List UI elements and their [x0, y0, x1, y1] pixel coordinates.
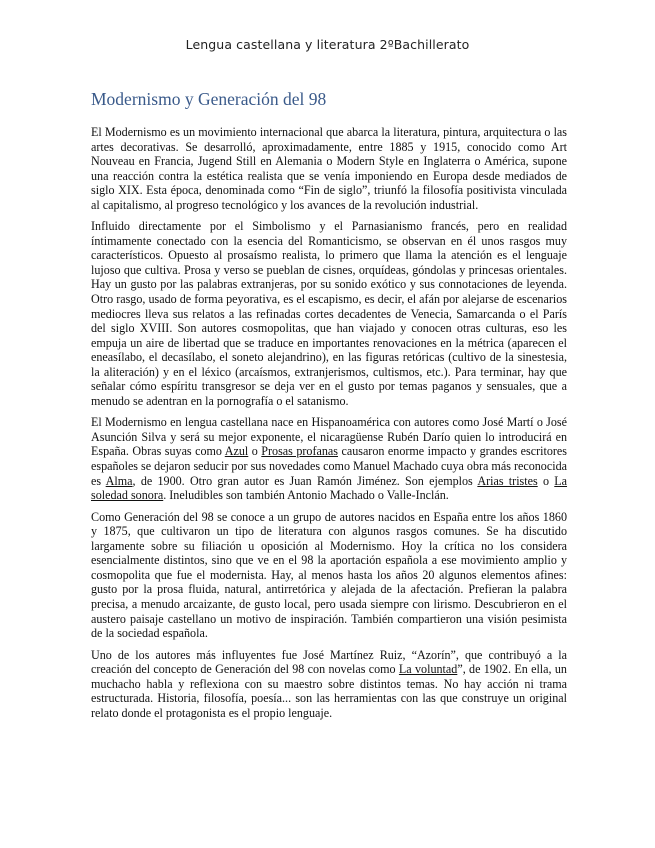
- paragraph-5-text: ”, de 1902. En ella, un muchacho habla y reflexiona con su maestro sobre distintos temas. No hay acción ni trama estructurada. Historia, filosofía, poesía... son las herramientas con las que construye un original relato donde el protagonista es el propio lenguaje.: [91, 662, 567, 720]
- paragraph-3-text: El Modernismo en lengua castellana nace en Hispanoamérica con autores como José Martí o José Asunción Silva y será su mejor exponente, el nicaragüense Rubén Darío quien lo introducirá en España. Obras suyas como: [91, 415, 567, 459]
- paragraph-3-text: causaron enorme impacto y grandes escritores españoles se dejaron seducir por sus novedades como Manuel Machado cuya obra más reconocida es: [91, 444, 567, 488]
- document-body: [91, 125, 567, 727]
- paragraph-3-text: , de 1900. Otro gran autor es Juan Ramón Jiménez. Son ejemplos: [132, 473, 478, 488]
- page-title: Modernismo y Generación del 98: [91, 89, 327, 109]
- work-title-azul: Azul: [224, 444, 249, 459]
- paragraph-2: Influido directamente por el Simbolismo y el Parnasianismo francés, pero en realidad íntimamente conectado con la esencia del Romanticismo, se observan en él unos rasgos muy característicos. Opuesto al prosaísmo realista, lo primero que llama la atención es el lenguaje lujoso que cultiva. Prosa y verso se pueblan de cisnes, orquídeas, góndolas y princesas orientales. Hay un gusto por las palabras extranjeras, por su sonido exótico y sus connotaciones de leyenda. Otro rasgo, usado de forma peyorativa, es el escapismo, es decir, el afán por alejarse de escenarios mediocres lleva sus relatos a las refinadas cortes decadentes de Venecia, Samarcanda o el París del siglo XVIII. Son autores cosmopolitas, que han viajado y conocen otras culturas, eso les empuja un aire de libertad que se traduce en importantes renovaciones en la métrica (aparecen el eneasílabo, el decasílabo, el soneto alejandrino), en las figuras retóricas (cultivo de la sinestesia, la aliteración) y en el léxico (arcaísmos, extranjerismos, cultismos, etc.). Para terminar, hay que señalar cómo espíritu transgresor se deja ver en el gusto por temas paganos y sensuales, que a menudo se adentran en la pornografía o el satanismo.: [91, 219, 567, 408]
- work-title-alma: Alma: [105, 473, 133, 488]
- paragraph-3-text: o: [537, 473, 555, 488]
- paragraph-5-text: Uno de los autores más influyentes fue José Martínez Ruiz, “Azorín”, que contribuyó a la creación del concepto de Generación del 98 con novelas como: [91, 647, 567, 677]
- running-header: Lengua castellana y literatura 2ºBachillerato: [185, 37, 470, 52]
- paragraph-5: [91, 648, 567, 721]
- work-title-prosas-profanas: Prosas profanas: [261, 444, 338, 459]
- work-title-la-voluntad: La voluntad: [398, 662, 458, 677]
- paragraph-3-text: . Ineludibles son también Antonio Machado o Valle-Inclán.: [163, 488, 449, 503]
- paragraph-4: Como Generación del 98 se conoce a un grupo de autores nacidos en España entre los años 1860 y 1875, que cultivaron un tipo de literatura con algunos rasgos comunes. Se ha discutido largamente sobre su filiación u oposición al Modernismo. Hoy la crítica no los considera esencialmente distintos, sino que ve en el 98 la aportación española a ese movimiento amplio y cosmopolita que fue el modernista. Hay, al menos hasta los años 20 algunos elementos afines: gusto por la prosa fluida, natural, antirretórica y alejada de la afectación. Prefieran la palabra precisa, a menudo arcaizante, de gusto local, pero usada siempre con lirismo. Descubrieron en el austero paisaje castellano un motivo de inspiración. También compartieron una visión pesimista de la sociedad española.: [91, 509, 567, 641]
- work-title-la-soledad-sonora: La soledad sonora: [91, 473, 568, 503]
- paragraph-1: El Modernismo es un movimiento internacional que abarca la literatura, pintura, arquitectura o las artes decorativas. Se desarrolló, aproximadamente, entre 1885 y 1915, conocido como Art Nouveau en Francia, Jugend Still en Alemania o Modern Style en Inglaterra o América, supone una reacción contra la estética realista que se venía imponiendo en Europa desde mediados de siglo XIX. Esta época, denominada como “Fin de siglo”, triunfó la filosofía positivista vinculada al capitalismo, al progreso tecnológico y los avances de la revolución industrial.: [91, 125, 567, 212]
- work-title-arias-tristes: Arias tristes: [477, 473, 538, 488]
- paragraph-3-text: o: [248, 444, 262, 459]
- paragraph-3: [91, 415, 567, 502]
